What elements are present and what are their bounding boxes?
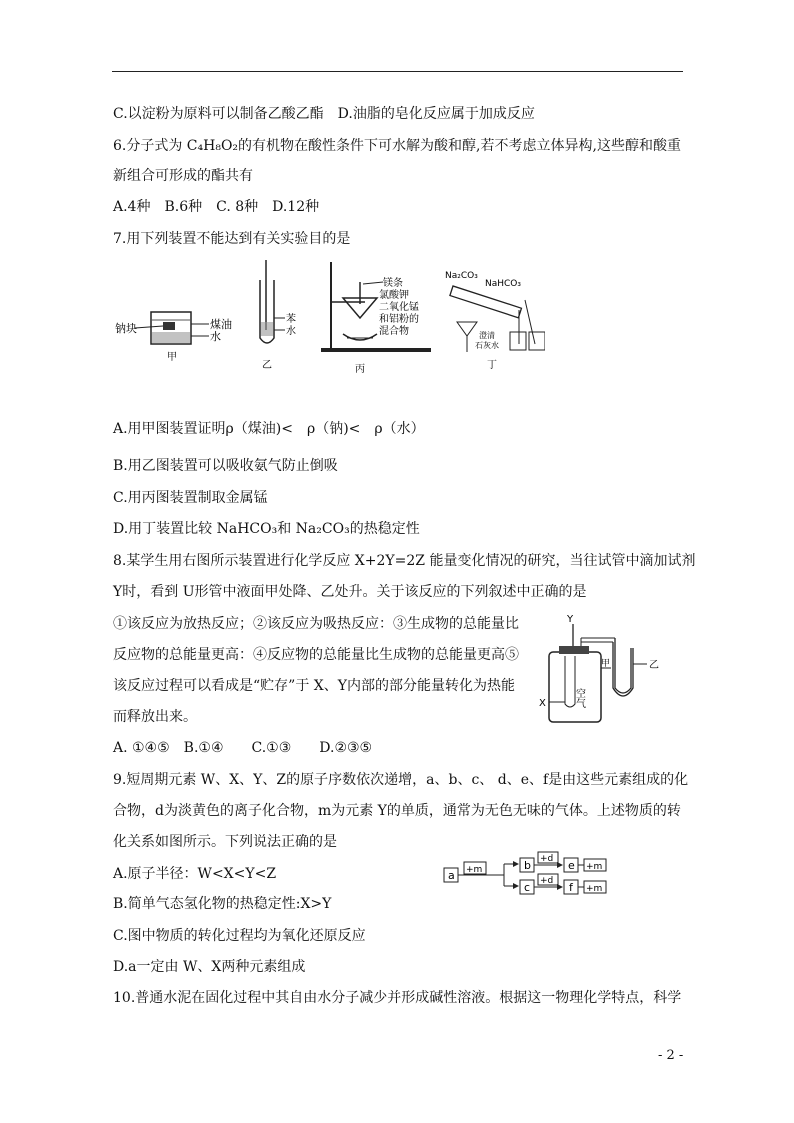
apparatus-jia: [115, 312, 232, 363]
question-9-stem-cont-2: 化关系如图所示。下列说法正确的是: [113, 834, 337, 850]
label-mixture-1: 二氧化锰: [379, 302, 419, 313]
question-8-figure: [535, 612, 675, 730]
label-kclo3: 氯酸钾: [379, 290, 409, 301]
label-mixture-3: 混合物: [379, 326, 409, 337]
question-9-stem: 9.短周期元素 W、X、Y、Z的原子序数依次递增，a、b、c、 d、e、f是由这些元素组成的化: [113, 772, 689, 788]
option-7d: D.用丁装置比较 NaHCO₃和 Na₂CO₃的热稳定性: [113, 521, 420, 537]
label-jia: 甲: [167, 352, 177, 363]
statement-line-2: 反应物的总能量更高：④反应物的总能量比生成物的总能量更高⑤: [113, 647, 519, 663]
label-y: Y: [567, 614, 574, 625]
label-limewater-2: 石灰水: [475, 341, 499, 350]
apparatus-yi: [260, 260, 296, 371]
question-7-stem: 7.用下列装置不能达到有关实验目的是: [113, 231, 351, 247]
label-water: 水: [210, 330, 221, 343]
option-7b: B.用乙图装置可以吸收氨气防止倒吸: [113, 458, 338, 474]
node-f: f: [569, 881, 573, 894]
label-benzene: 苯: [286, 314, 296, 325]
question-7-figure: [115, 260, 545, 378]
label-yi: 乙: [262, 360, 272, 371]
question-10-stem: 10.普通水泥在固化过程中其自由水分子减少并形成碱性溶液。根据这一物理化学特点，科学: [113, 990, 682, 1006]
label-water-2: 水: [286, 326, 296, 337]
question-6-options: A.4种 B.6种 C. 8种 D.12种: [113, 199, 320, 215]
label-limewater-1: 澄清: [479, 331, 495, 340]
node-b: b: [524, 859, 531, 872]
page-number: - 2 -: [658, 1048, 684, 1063]
node-a: a: [448, 869, 455, 882]
option-7c: C.用丙图装置制取金属锰: [113, 490, 268, 506]
option-9c: C.图中物质的转化过程均为氧化还原反应: [113, 928, 366, 944]
question-6-stem-cont: 新组合可形成的酯共有: [113, 168, 253, 184]
option-7a: A.用甲图装置证明ρ（煤油)< ρ（钠)< ρ（水）: [113, 421, 425, 437]
statement-line-3: 该反应过程可以看成是“贮存”于 X、Y内部的部分能量转化为热能: [113, 678, 515, 694]
label-plus-m-1: +m: [466, 865, 483, 875]
question-9-figure: [442, 850, 612, 900]
question-8-options: A. ①④⑤ B.①④ C.①③ D.②③⑤: [113, 740, 373, 756]
label-plus-m-3: +m: [586, 884, 603, 894]
node-e: e: [568, 859, 575, 872]
label-plus-m-2: +m: [586, 862, 603, 872]
option-9d: D.a一定由 W、X两种元素组成: [113, 959, 306, 975]
text-line: C.以淀粉为原料可以制备乙酸乙酯 D.油脂的皂化反应属于加成反应: [113, 106, 535, 122]
label-x: X: [539, 698, 546, 709]
label-kerosene: 煤油: [210, 318, 232, 331]
label-mg-strip: 镁条: [383, 278, 403, 289]
label-bing: 丙: [355, 364, 365, 375]
label-na2co3: Na₂CO₃: [445, 271, 478, 281]
apparatus-bing: [321, 262, 431, 375]
statement-line-4: 而释放出来。: [113, 709, 197, 725]
question-8-stem: 8.某学生用右图所示装置进行化学反应 X+2Y=2Z 能量变化情况的研究，当往试管中滴加试剂: [113, 553, 696, 569]
question-9-stem-cont-1: 合物，d为淡黄色的离子化合物，m为元素 Y的单质，通常为无色无味的气体。上述物质的转: [113, 803, 681, 819]
statement-line-1: ①该反应为放热反应；②该反应为吸热反应：③生成物的总能量比: [113, 616, 519, 632]
label-plus-d-2: +d: [540, 876, 554, 886]
question-6-stem: 6.分子式为 C₄H₈O₂的有机物在酸性条件下可水解为酸和醇,若不考虑立体异构,这些醇和酸重: [113, 138, 681, 154]
label-yi-u-tube: 乙: [649, 660, 659, 671]
label-plus-d-1: +d: [540, 854, 554, 864]
label-ding: 丁: [487, 360, 497, 371]
label-jia-u-tube: 甲: [601, 659, 611, 669]
label-air: 空气: [573, 688, 585, 708]
question-8-stem-cont: Y时，看到 U形管中液面甲处降、乙处升。关于该反应的下列叙述中正确的是: [113, 584, 587, 600]
option-9a: A.原子半径：W<X<Y<Z: [113, 866, 277, 882]
label-sodium: 钠块: [115, 322, 137, 335]
header-rule: [112, 71, 683, 72]
apparatus-ding: [445, 271, 545, 371]
node-c: c: [524, 881, 531, 894]
label-mixture-2: 和铝粉的: [379, 314, 419, 325]
label-nahco3: NaHCO₃: [485, 279, 521, 289]
option-9b: B.简单气态氢化物的热稳定性:X>Y: [113, 896, 332, 912]
